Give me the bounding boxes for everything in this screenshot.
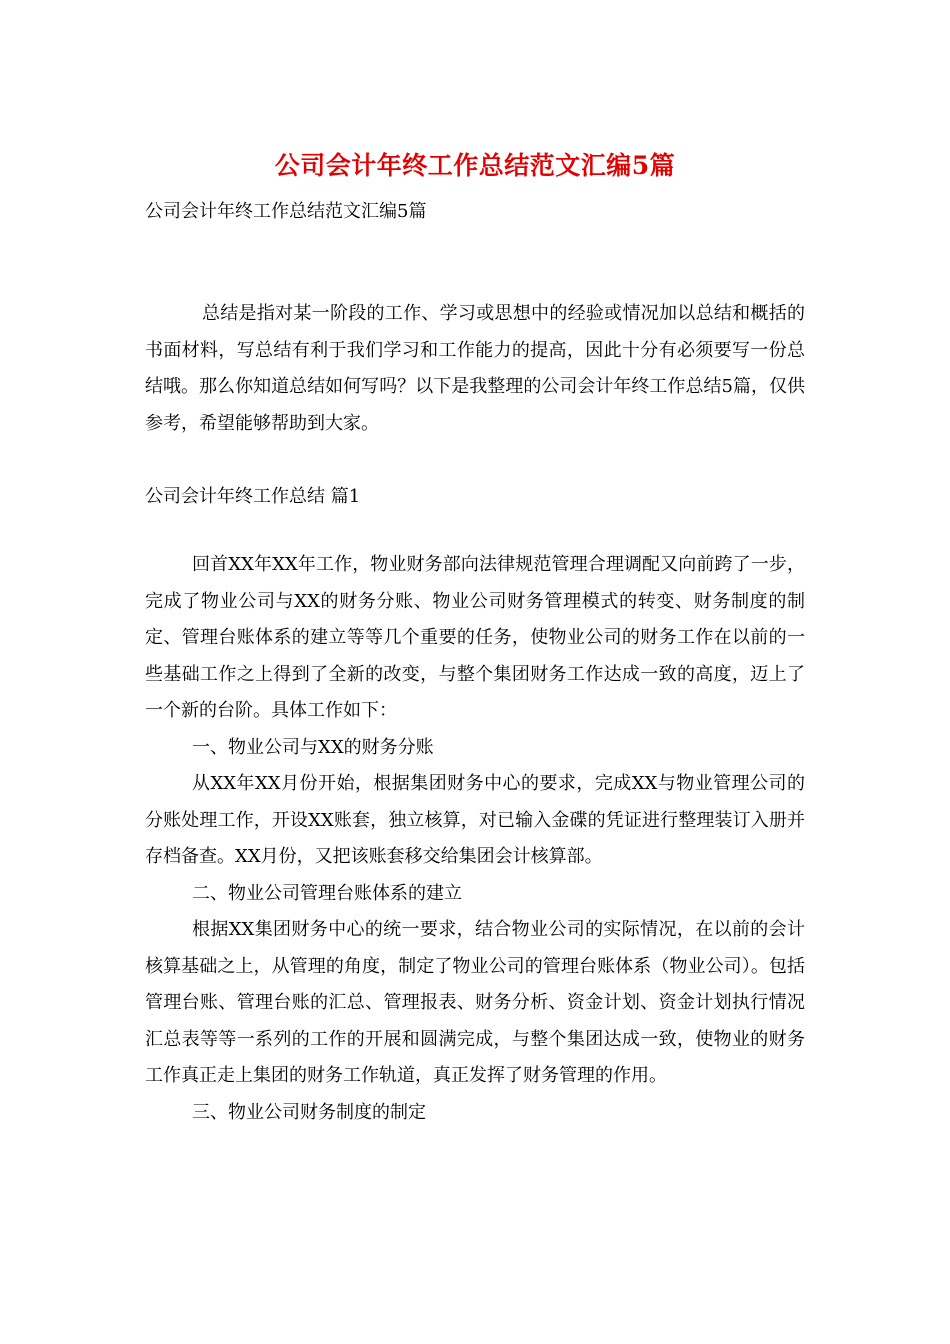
section-body [145,547,805,1131]
intro-paragraph: 总结是指对某一阶段的工作、学习或思想中的经验或情况加以总结和概括的书面材料，写总结有利于我们学习和工作能力的提高，因此十分有必须要写一份总结哦。那么你知道总结如何写吗？以下是我整理的公司会计年终工作总结5篇，仅供参考，希望能够帮助到大家。 [145,303,805,434]
body-paragraph: 从XX年XX月份开始，根据集团财务中心的要求，完成XX与物业管理公司的分账处理工作，开设XX账套，独立核算，对已输入金碟的凭证进行整理装订入册并存档备查。XX月份，又把该账套移交给集团会计核算部。 [145,773,805,867]
document-title: 公司会计年终工作总结范文汇编5篇 [274,151,676,180]
subheading-paragraph: 三、物业公司财务制度的制定 [192,1101,426,1123]
subheading-paragraph: 一、物业公司与XX的财务分账 [192,736,434,758]
section-heading: 公司会计年终工作总结 篇1 [145,486,361,507]
document-subtitle: 公司会计年终工作总结范文汇编5篇 [145,201,427,222]
body-paragraph: 回首XX年XX年工作，物业财务部向法律规范管理合理调配又向前跨了一步，完成了物业公司与XX的财务分账、物业公司财务管理模式的转变、财务制度的制定、管理台账体系的建立等等几个重要的任务，使物业公司的财务工作在以前的一些基础工作之上得到了全新的改变，与整个集团财务工作达成一致的高度，迈上了一个新的台阶。具体工作如下： [145,554,805,721]
subheading-paragraph: 二、物业公司管理台账体系的建立 [192,882,462,904]
body-paragraph: 根据XX集团财务中心的统一要求，结合物业公司的实际情况，在以前的会计核算基础之上，从管理的角度，制定了物业公司的管理台账体系（物业公司）。包括管理台账、管理台账的汇总、管理报表、财务分析、资金计划、资金计划执行情况汇总表等等一系列的工作的开展和圆满完成，与整个集团达成一致，使物业的财务工作真正走上集团的财务工作轨道，真正发挥了财务管理的作用。 [145,919,805,1086]
